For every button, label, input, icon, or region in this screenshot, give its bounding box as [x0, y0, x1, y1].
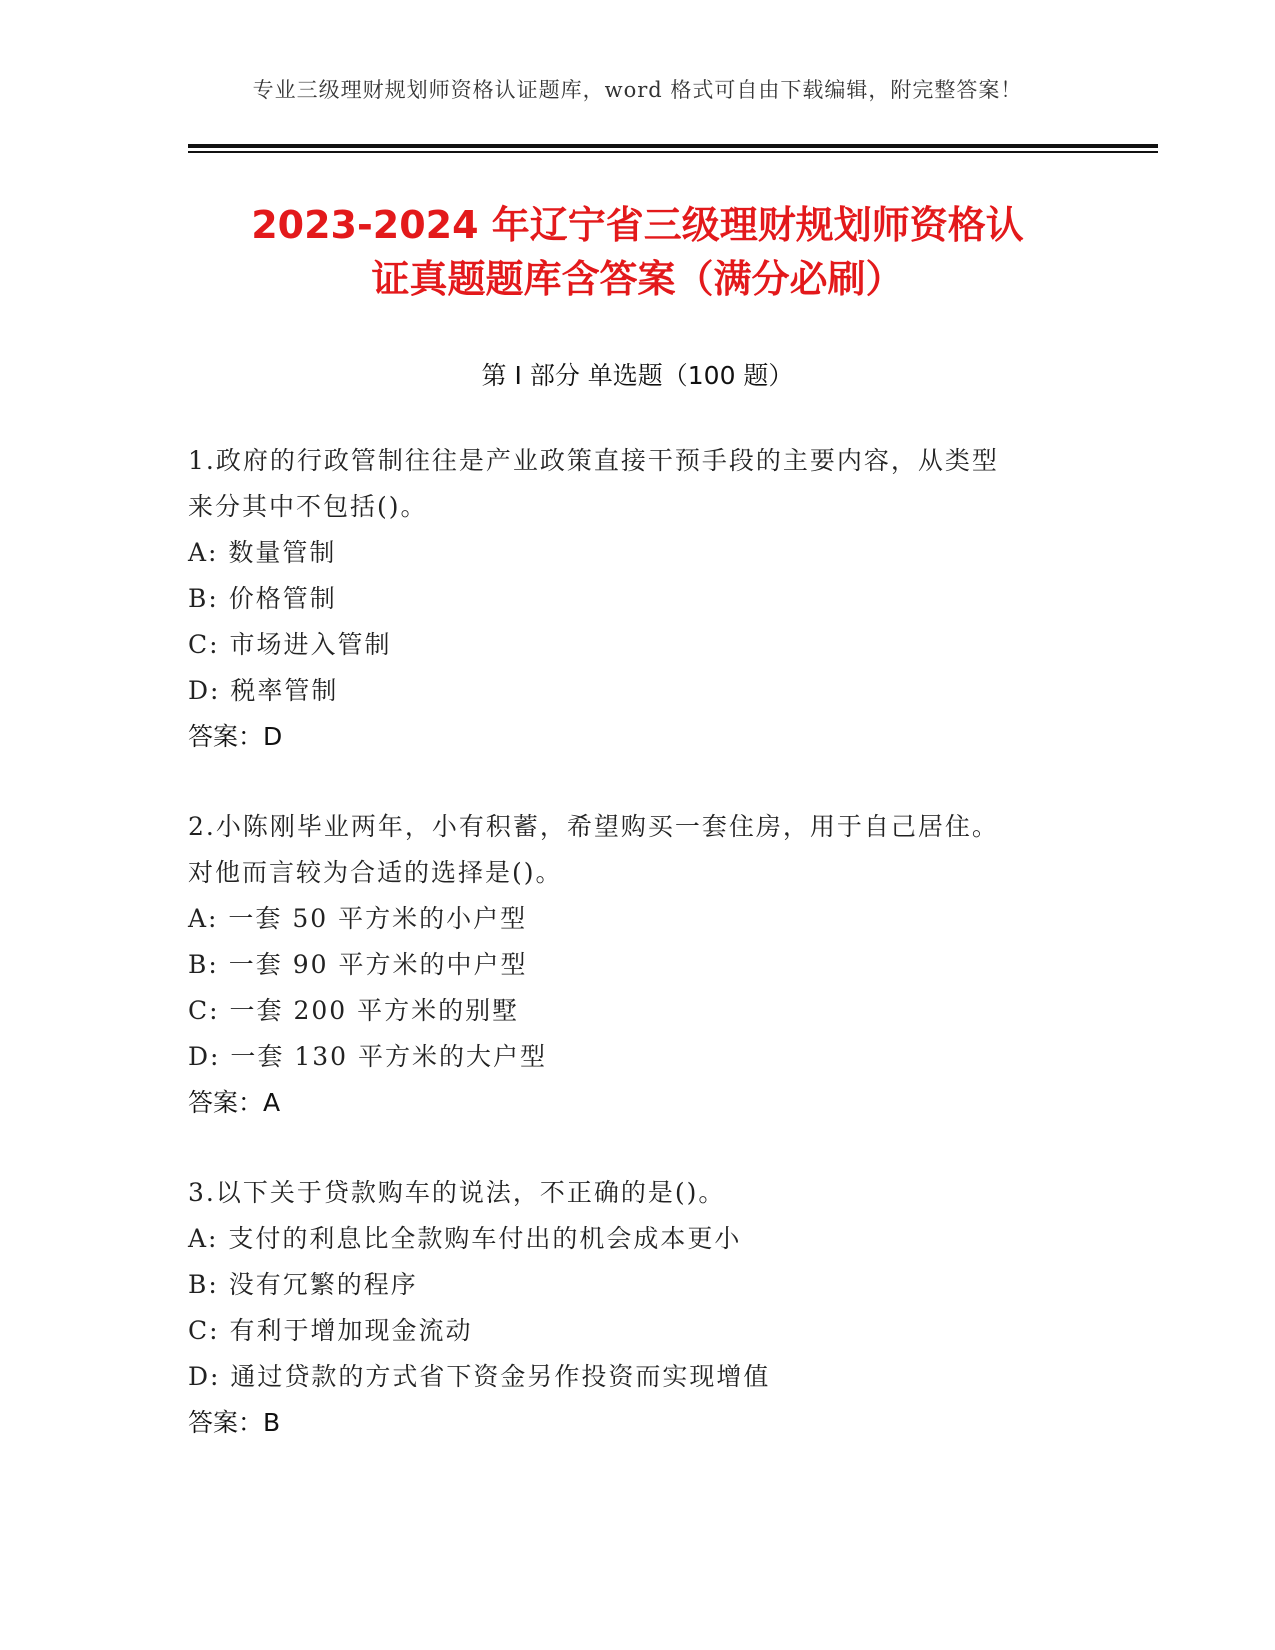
- option-d: D: 通过贷款的方式省下资金另作投资而实现增值: [188, 1362, 771, 1391]
- question-1: [188, 438, 1088, 760]
- question-3: [188, 1170, 1088, 1446]
- header-note: 专业三级理财规划师资格认证题库，word 格式可自由下载编辑，附完整答案！: [252, 78, 1023, 102]
- question-stem: 1.政府的行政管制往往是产业政策直接干预手段的主要内容，从类型: [188, 446, 999, 475]
- option-d: D: 税率管制: [188, 676, 339, 705]
- option-a: A: 支付的利息比全款购车付出的机会成本更小: [188, 1224, 742, 1253]
- answer-line: 答案：D: [188, 722, 283, 751]
- document-title: [150, 198, 1125, 306]
- option-b: B: 一套 90 平方米的中户型: [188, 950, 528, 979]
- question-stem-continued: 对他而言较为合适的选择是()。: [188, 858, 563, 887]
- header-rule-thin: [188, 151, 1158, 153]
- option-b: B: 价格管制: [188, 584, 337, 613]
- section-heading: 第 I 部分 单选题（100 题）: [481, 361, 794, 390]
- option-c: C: 有利于增加现金流动: [188, 1316, 473, 1345]
- question-stem-continued: 来分其中不包括()。: [188, 492, 428, 521]
- document-title-line-2: 证真题题库含答案（满分必刷）: [371, 257, 904, 301]
- answer-line: 答案：B: [188, 1408, 281, 1437]
- answer-line: 答案：A: [188, 1088, 281, 1117]
- document-title-line-1: 2023-2024 年辽宁省三级理财规划师资格认: [251, 203, 1024, 247]
- header-rule-thick: [188, 144, 1158, 148]
- option-c: C: 一套 200 平方米的别墅: [188, 996, 520, 1025]
- question-stem: 3.以下关于贷款购车的说法，不正确的是()。: [188, 1178, 726, 1207]
- option-b: B: 没有冗繁的程序: [188, 1270, 418, 1299]
- question-list: [188, 438, 1088, 1490]
- option-a: A: 一套 50 平方米的小户型: [188, 904, 528, 933]
- option-a: A: 数量管制: [188, 538, 337, 567]
- option-d: D: 一套 130 平方米的大户型: [188, 1042, 548, 1071]
- question-stem: 2.小陈刚毕业两年，小有积蓄，希望购买一套住房，用于自己居住。: [188, 812, 999, 841]
- question-2: [188, 804, 1088, 1126]
- option-c: C: 市场进入管制: [188, 630, 392, 659]
